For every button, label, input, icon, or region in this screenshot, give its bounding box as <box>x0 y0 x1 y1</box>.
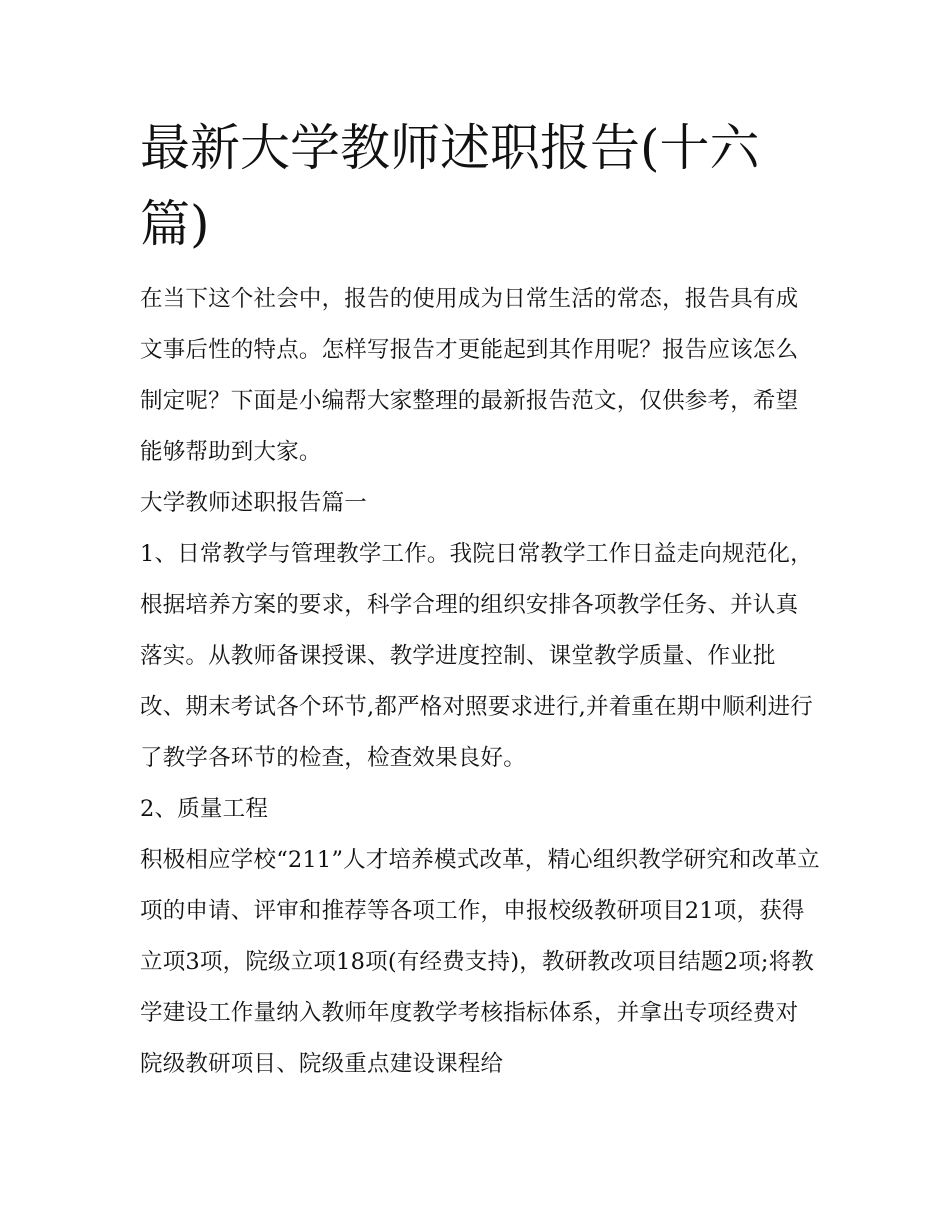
intro-paragraph: 在当下这个社会中，报告的使用成为日常生活的常态，报告具有成文事后性的特点。怎样写报告才更能起到其作用呢？报告应该怎么制定呢？下面是小编帮大家整理的最新报告范文，仅供参考，希望能够帮助到大家。 <box>140 286 799 465</box>
subheading-quality-project: 2、质量工程 <box>140 796 269 822</box>
document-title: 最新大学教师述职报告(十六篇) <box>140 119 760 253</box>
paragraph-quality-project: 积极相应学校“211”人才培养模式改革，精心组织教学研究和改革立项的申请、评审和推荐等各项工作，申报校级教研项目21项，获得立项3项，院级立项18项(有经费支持)，教研教改项目结题2项;将教学建设工作量纳入教师年度教学考核指标体系，并拿出专项经费对院级教研项目、院级重点建设课程给 <box>140 847 820 1077</box>
section-heading: 大学教师述职报告篇一 <box>140 490 368 516</box>
paragraph-daily-teaching: 1、日常教学与管理教学工作。我院日常教学工作日益走向规范化，根据培养方案的要求，科学合理的组织安排各项教学任务、并认真落实。从教师备课授课、教学进度控制、课堂教学质量、作业批改、期末考试各个环节,都严格对照要求进行,并着重在期中顺利进行了教学各环节的检查，检查效果良好。 <box>140 541 814 771</box>
document-body <box>140 274 820 1090</box>
